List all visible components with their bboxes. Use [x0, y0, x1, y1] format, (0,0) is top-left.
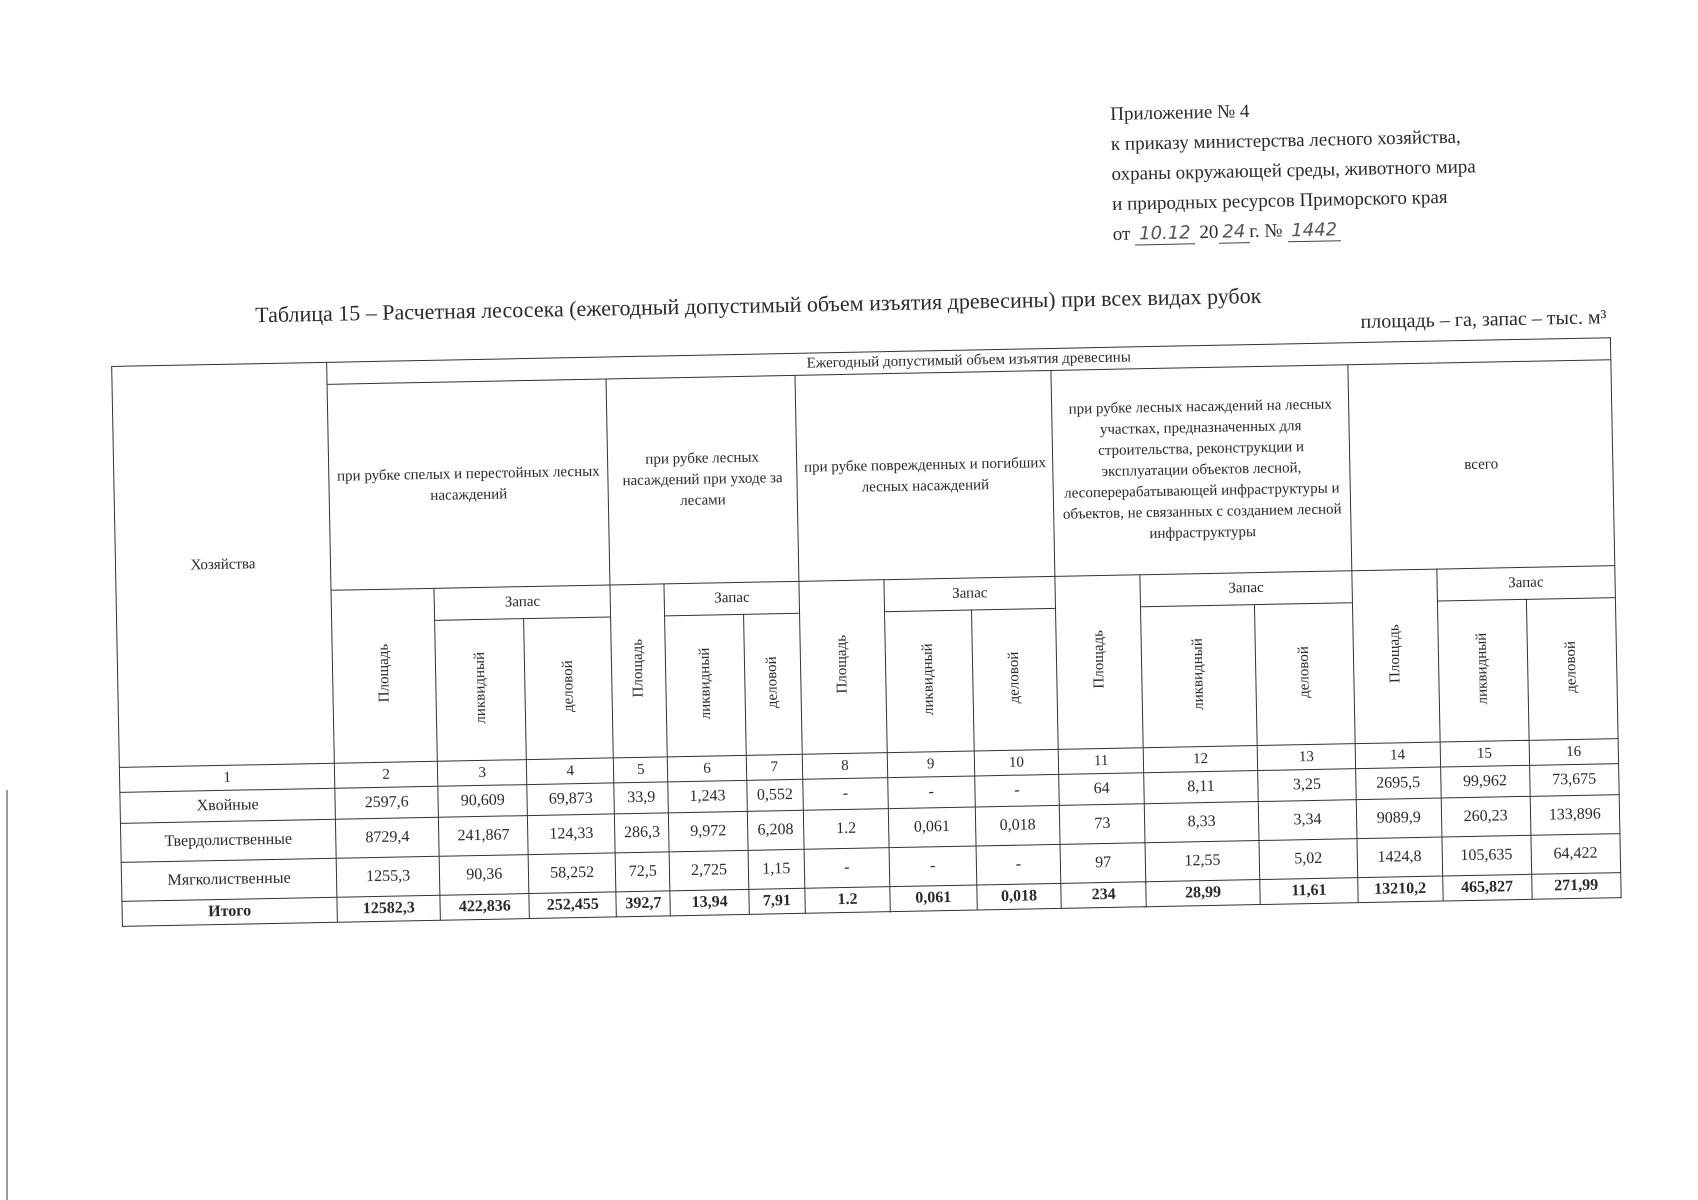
table-cell: 28,99 [1146, 880, 1260, 907]
stock-header-2: Запас [664, 581, 799, 616]
table-cell: 1255,3 [336, 856, 440, 897]
table-cell: 1.2 [805, 887, 890, 914]
table-cell: 124,33 [528, 814, 616, 855]
column-number: 12 [1143, 746, 1257, 773]
area-header-1: Площадь [331, 588, 437, 763]
table-cell: 90,609 [438, 785, 528, 818]
table-cell: 465,827 [1442, 874, 1532, 901]
table-cell: 73 [1060, 804, 1145, 845]
column-number: 10 [974, 749, 1059, 776]
business-header-5: деловой [1526, 598, 1618, 741]
table-cell: 99,962 [1440, 765, 1530, 798]
table-cell: 234 [1061, 882, 1146, 909]
column-number: 1 [119, 763, 334, 792]
table-cell: 58,252 [528, 853, 616, 894]
table-cell: 90,36 [439, 855, 529, 896]
group-header-construction: при рубке лесных насаждений на лесных участках, предназначенных для строительства, реконструкции и эксплуатации объектов лесной, лесоперерабатывающей инфраструктуры и объектов, не связанных с созданием лесной инфраструктуры [1051, 365, 1351, 577]
units-note: площадь – га, запас – тыс. м³ [1360, 306, 1607, 333]
col-header-farm: Хозяйства [112, 362, 335, 767]
column-number: 6 [668, 755, 747, 781]
table-cell: 9,972 [669, 811, 748, 851]
liquid-header-2: ликвидный [665, 614, 746, 756]
date-prefix: от [1112, 223, 1131, 245]
table-cell: 422,836 [440, 894, 530, 921]
year-prefix: 20 [1199, 221, 1219, 244]
column-number: 15 [1440, 740, 1530, 767]
table-cell: 12,55 [1145, 841, 1260, 882]
liquid-header-4: ликвидный [1141, 605, 1258, 748]
table-cell: - [804, 848, 889, 889]
table-cell: 133,896 [1530, 795, 1620, 836]
handwritten-number: 1442 [1287, 220, 1341, 242]
business-header-3: деловой [971, 608, 1058, 751]
table-section [110, 276, 1622, 927]
table-cell: 271,99 [1531, 873, 1621, 900]
group-header-total: всего [1348, 360, 1615, 571]
column-number: 13 [1257, 744, 1355, 771]
top-header: Ежегодный допустимый объем изъятия древесины [327, 338, 1611, 385]
table-cell: 0,018 [975, 805, 1060, 846]
table-cell: 0,061 [888, 807, 976, 848]
table-cell: 0,061 [890, 885, 977, 912]
table-cell: 260,23 [1441, 796, 1531, 837]
table-cell: - [974, 774, 1059, 807]
table-cell: 13210,2 [1358, 876, 1443, 903]
column-number: 5 [613, 757, 668, 783]
table-cell: 1,15 [748, 849, 805, 889]
liquid-header-5: ликвидный [1437, 599, 1529, 742]
row-label: Итого [122, 897, 337, 926]
table-cell: 64 [1059, 773, 1144, 806]
table-cell: 2,725 [670, 850, 749, 890]
table-cell: 9089,9 [1356, 798, 1441, 839]
table-title: Таблица 15 – Расчетная лесосека (ежегодный допустимый объем изъятия древесины) при всех видах рубок [254, 282, 1262, 328]
table-cell: 69,873 [527, 783, 614, 816]
table-cell: 33,9 [614, 782, 669, 814]
business-header-4: деловой [1255, 603, 1355, 746]
logging-volume-table [111, 337, 1621, 927]
appendix-line-1: Приложение № 4 [1110, 101, 1250, 125]
table-cell: - [889, 846, 977, 887]
column-number: 16 [1529, 739, 1619, 766]
stock-header-1: Запас [434, 585, 611, 620]
column-number: 3 [438, 760, 528, 787]
column-number: 8 [802, 753, 887, 780]
appendix-block [1110, 89, 1633, 250]
appendix-line-2: к приказу министерства лесного хозяйства, [1110, 126, 1461, 155]
column-number: 9 [887, 751, 974, 778]
table-cell: 0,552 [746, 779, 803, 811]
appendix-line-4: и природных ресурсов Приморского края [1111, 186, 1448, 215]
table-cell: 392,7 [616, 891, 671, 917]
year-suffix: г. № [1249, 220, 1283, 243]
row-label: Мягколиственные [121, 858, 337, 901]
table-cell: 13,94 [670, 889, 749, 915]
table-cell: 1424,8 [1357, 837, 1442, 878]
table-cell: 8729,4 [335, 817, 439, 858]
table-cell: 12582,3 [337, 895, 441, 922]
liquid-header-3: ликвидный [884, 610, 974, 753]
column-number: 14 [1355, 742, 1440, 769]
business-header-1: деловой [524, 617, 614, 760]
group-header-care: при рубке лесных насаждений при уходе за лесами [606, 375, 799, 585]
table-cell: 72,5 [615, 852, 670, 892]
column-number: 4 [527, 758, 614, 785]
table-cell: 64,422 [1531, 834, 1621, 875]
table-cell: 11,61 [1260, 878, 1358, 905]
handwritten-date: 10.12 [1135, 223, 1195, 245]
table-cell: 3,25 [1258, 769, 1356, 802]
table-cell: 6,208 [747, 810, 804, 850]
business-header-2: деловой [743, 613, 802, 755]
appendix-line-3: охраны окружающей среды, животного мира [1111, 156, 1476, 185]
row-label: Твердолиственные [120, 819, 336, 862]
table-cell: 7,91 [748, 888, 805, 914]
table-cell: 252,455 [529, 892, 616, 919]
column-number: 11 [1059, 748, 1144, 775]
scan-edge-line [6, 790, 8, 1200]
stock-header-5: Запас [1436, 566, 1615, 601]
table-cell: 105,635 [1442, 835, 1532, 876]
table-cell: 2597,6 [335, 786, 439, 819]
column-number: 7 [746, 754, 803, 780]
table-cell: - [803, 778, 888, 811]
table-cell: 1,243 [668, 780, 747, 812]
stock-header-3: Запас [884, 576, 1056, 611]
table-cell: - [888, 776, 975, 809]
table-cell: 3,34 [1258, 800, 1356, 841]
table-cell: 97 [1060, 843, 1145, 884]
area-header-2: Площадь [610, 584, 668, 758]
group-header-damaged: при рубке поврежденных и погибших лесных насаждений [795, 370, 1055, 581]
table-cell: 1.2 [803, 809, 888, 850]
table-cell: 73,675 [1529, 764, 1619, 797]
table-cell: 5,02 [1259, 839, 1357, 880]
group-header-mature: при рубке спелых и перестойных лесных насаждений [327, 379, 610, 590]
stock-header-4: Запас [1140, 571, 1352, 607]
area-header-5: Площадь [1352, 569, 1440, 744]
table-cell: 0,018 [976, 883, 1061, 910]
area-header-4: Площадь [1055, 575, 1143, 750]
area-header-3: Площадь [799, 580, 887, 755]
row-label: Хвойные [120, 788, 336, 823]
handwritten-year: 24 [1218, 222, 1249, 244]
table-cell: - [976, 844, 1061, 885]
table-cell: 241,867 [439, 816, 529, 857]
column-number: 2 [334, 761, 438, 788]
table-cell: 8,11 [1144, 771, 1259, 804]
liquid-header-1: ликвидный [435, 619, 527, 762]
table-cell: 8,33 [1144, 802, 1259, 843]
table-cell: 2695,5 [1355, 767, 1440, 800]
table-cell: 286,3 [615, 813, 670, 853]
